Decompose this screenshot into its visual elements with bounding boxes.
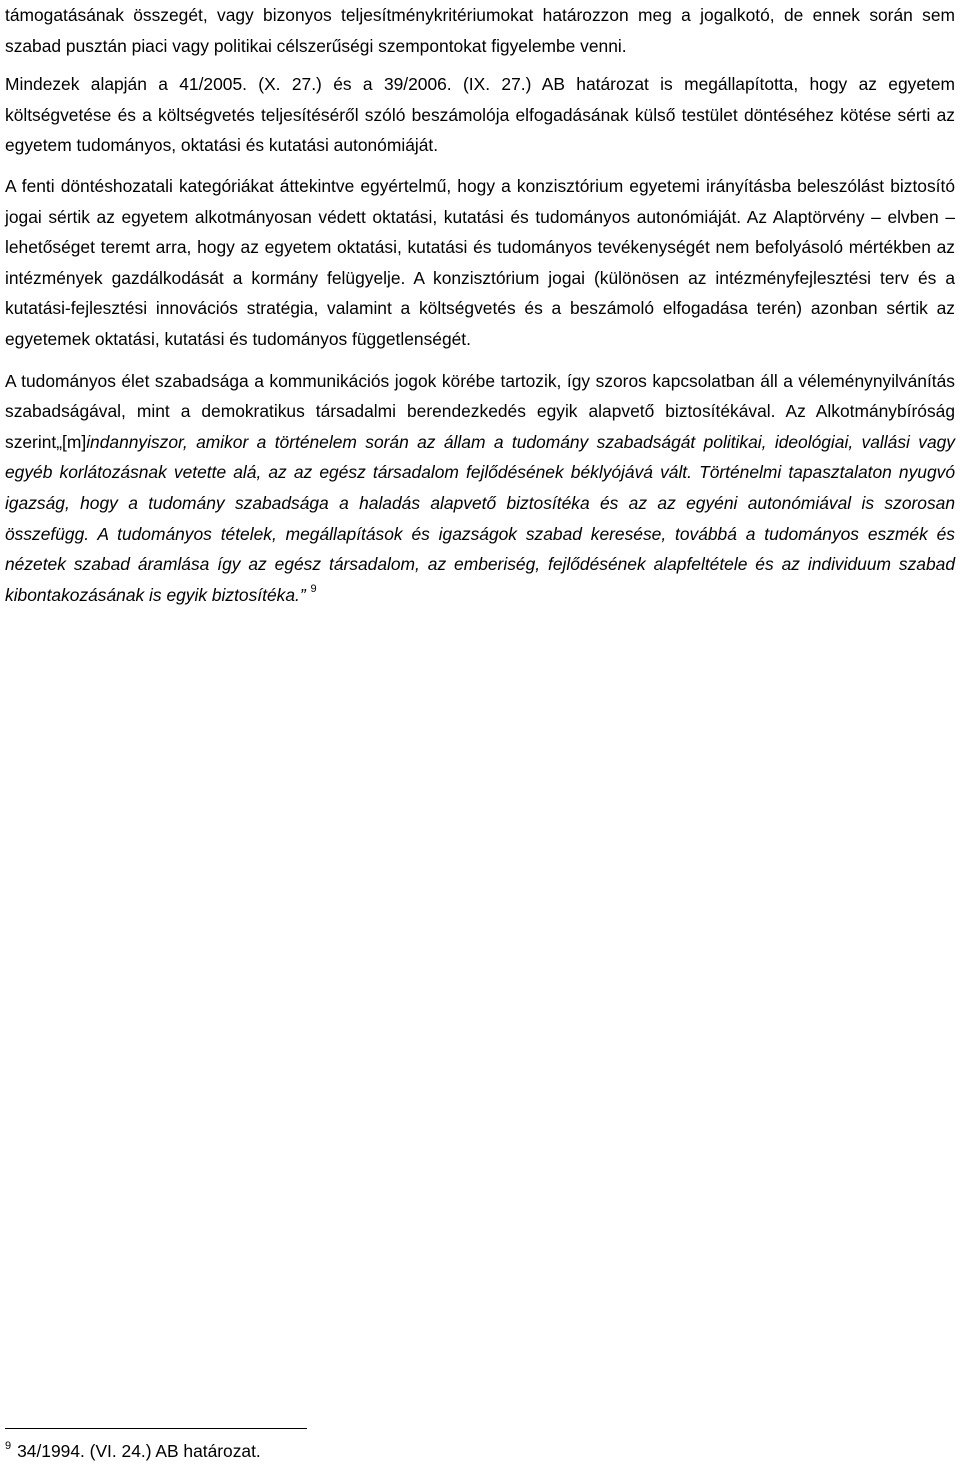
paragraph-4 [5, 366, 955, 611]
document-body [5, 0, 955, 610]
quotation-text: indannyiszor, amikor a történelem során az állam a tudomány szabadságát politikai, ideológiai, vallási vagy egyéb korlátozásnak vetette alá, az az egész társadalom fejlődésének béklyójává vált. Történelmi tapasztalaton nyugvó igazság, hogy a tudomány szabadsága a haladás alapvető biztosítéka és az az egyéni autonómiával is szorosan összefügg. A tudományos tételek, megállapítások és igazságok szabad keresése, továbbá a tudományos eszmék és nézetek szabad áramlása így az egész társadalom, az emberiség, fejlődésének alapfeltétele és az individuum szabad kibontakozásának is egyik biztosítéka. [5, 431, 955, 605]
paragraph-2: Mindezek alapján a 41/2005. (X. 27.) és a 39/2006. (IX. 27.) AB határozat is megállapította, hogy az egyetem költségvetése és a költségvetés teljesítéséről szóló beszámolója elfogadásának külső testület döntéséhez kötése sérti az egyetem tudományos, oktatási és kutatási autonómiáját. [5, 74, 955, 156]
footnote-number: 9 [5, 1440, 12, 1453]
paragraph-3: A fenti döntéshozatali kategóriákat áttekintve egyértelmű, hogy a konzisztórium egyetemi irányításba beleszólást biztosító jogai sértik az egyetem alkotmányosan védett oktatási, kutatási és tudományos autonómiáját. Az Alaptörvény – elvben – lehetőséget teremt arra, hogy az egyetem oktatási, kutatási és tudományos tevékenységét nem befolyásoló mértékben az intézmények gazdálkodását a kormány felügyelje. A konzisztórium jogai (különösen az intézményfejlesztési terv és a kutatási-fejlesztési innovációs stratégia, valamint a költségvetés és a beszámoló elfogadása terén) azonban sértik az egyetemek oktatási, kutatási és tudományos függetlenségét. [5, 175, 955, 349]
quote-bracket: [m] [62, 431, 87, 452]
opening-quote-mark: „ [56, 431, 63, 452]
footnote-reference[interactable]: 9 [310, 582, 317, 595]
paragraph-4-lead: A tudományos élet szabadsága a kommunikációs jogok körébe tartozik, így szoros kapcsolatban áll a véleménynyilvánítás szabadságával, mint a demokratikus társadalmi berendezkedés egyik alapvető biztosítékával. Az Alkotmánybíróság szerint [5, 370, 955, 452]
footnote [5, 1439, 261, 1463]
paragraph-1: támogatásának összegét, vagy bizonyos teljesítménykritériumokat határozzon meg a jogalkotó, de ennek során sem szabad pusztán piaci vagy politikai célszerűségi szempontokat figyelembe venni. [5, 5, 955, 56]
footnote-text: 34/1994. (VI. 24.) AB határozat. [17, 1441, 261, 1461]
closing-quote-mark: ” [299, 584, 306, 605]
footnote-separator [5, 1428, 307, 1429]
